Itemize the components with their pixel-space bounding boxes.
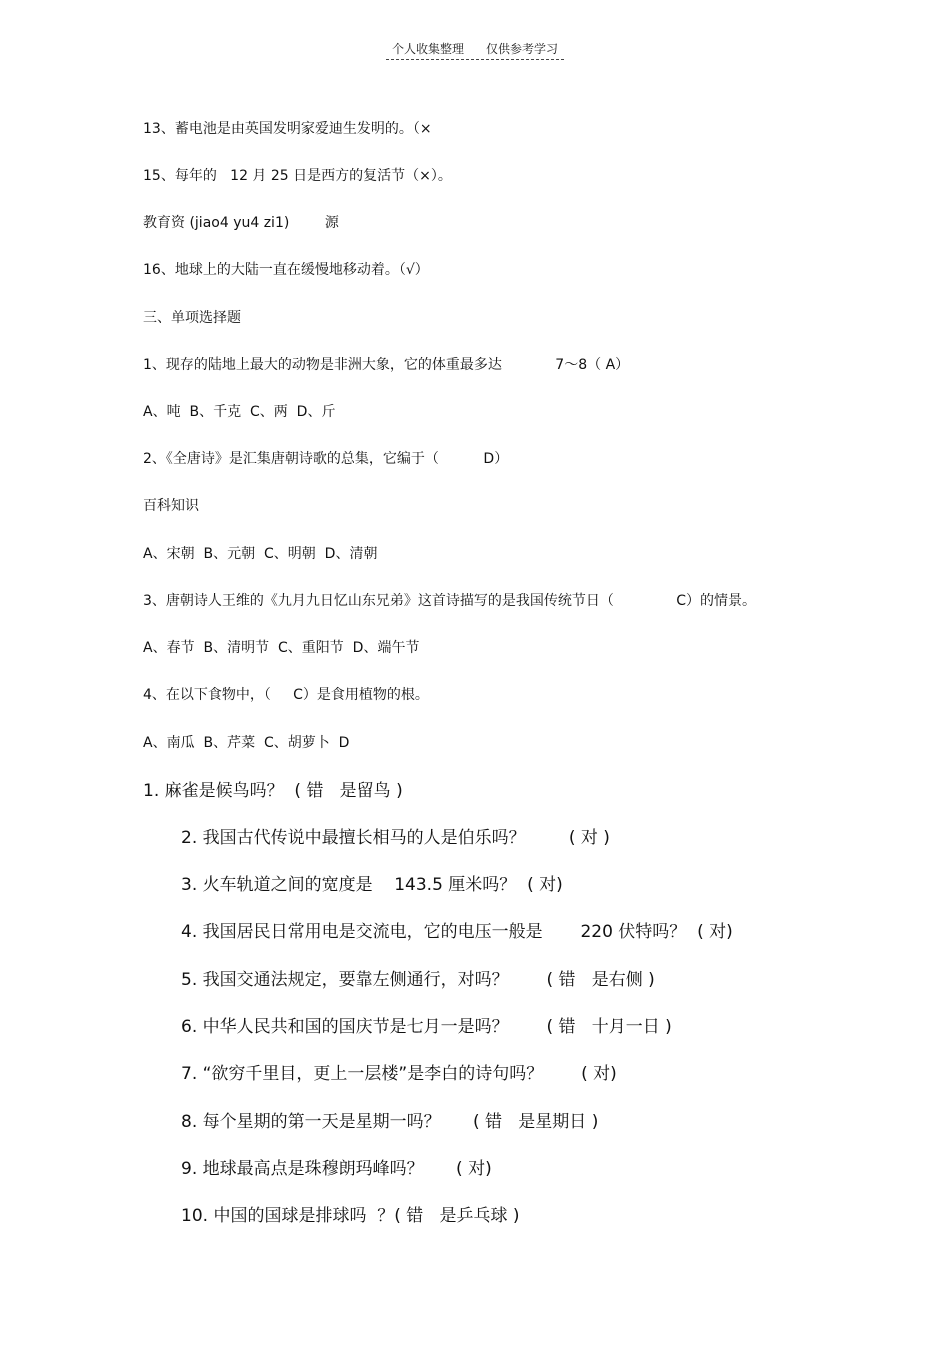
question-text: 4、在以下食物中，（ C）是食用植物的根。 <box>143 687 429 703</box>
quiz-item: 5. 我国交通法规定，要靠左侧通行，对吗？ ( 错 是右侧 ) <box>181 970 655 990</box>
header-rule <box>386 40 564 60</box>
page-header <box>0 40 950 60</box>
quiz-item: 10. 中国的国球是排球吗 ？( 错 是乒乓球 ) <box>181 1206 520 1226</box>
answer-options: A、春节 B、清明节 C、重阳节 D、端午节 <box>143 640 420 656</box>
quiz-item: 1. 麻雀是候鸟吗？ ( 错 是留鸟 ) <box>143 781 403 801</box>
header-right-text: 仅供参考学习 <box>486 42 559 56</box>
quiz-item: 4. 我国居民日常用电是交流电，它的电压一般是 220 伏特吗？ ( 对) <box>181 922 733 942</box>
text-line: 百科知识 <box>143 498 199 514</box>
header-left-text: 个人收集整理 <box>391 42 464 56</box>
quiz-item: 3. 火车轨道之间的宽度是 143.5 厘米吗？ ( 对) <box>181 875 563 895</box>
question-text: 1、现存的陆地上最大的动物是非洲大象，它的体重最多达 7～8（ A） <box>143 357 630 373</box>
text-line: 教育资 (jiao4 yu4 zi1) 源 <box>143 215 339 231</box>
text-line: 15、每年的 12 月 25 日是西方的复活节（×）。 <box>143 168 452 184</box>
answer-options: A、南瓜 B、芹菜 C、胡萝卜 D <box>143 735 350 751</box>
quiz-item: 9. 地球最高点是珠穆朗玛峰吗？ ( 对) <box>181 1159 492 1179</box>
text-line: 13、蓄电池是由英国发明家爱迪生发明的。（× <box>143 121 432 137</box>
answer-options: A、吨 B、千克 C、两 D、斤 <box>143 404 336 420</box>
section-heading: 三、单项选择题 <box>143 310 241 326</box>
question-text: 3、唐朝诗人王维的《九月九日忆山东兄弟》这首诗描写的是我国传统节日（ C）的情景。 <box>143 593 756 609</box>
question-text: 2、《全唐诗》是汇集唐朝诗歌的总集，它编于（ D） <box>143 451 509 467</box>
quiz-item: 7. “欲穷千里目，更上一层楼”是李白的诗句吗？ ( 对) <box>181 1064 617 1084</box>
quiz-item: 6. 中华人民共和国的国庆节是七月一是吗？ ( 错 十月一日 ) <box>181 1017 672 1037</box>
quiz-item: 2. 我国古代传说中最擅长相马的人是伯乐吗？ ( 对 ) <box>181 828 610 848</box>
text-line: 16、地球上的大陆一直在缓慢地移动着。（√） <box>143 262 429 278</box>
answer-options: A、宋朝 B、元朝 C、明朝 D、清朝 <box>143 546 378 562</box>
quiz-item: 8. 每个星期的第一天是星期一吗？ ( 错 是星期日 ) <box>181 1112 599 1132</box>
